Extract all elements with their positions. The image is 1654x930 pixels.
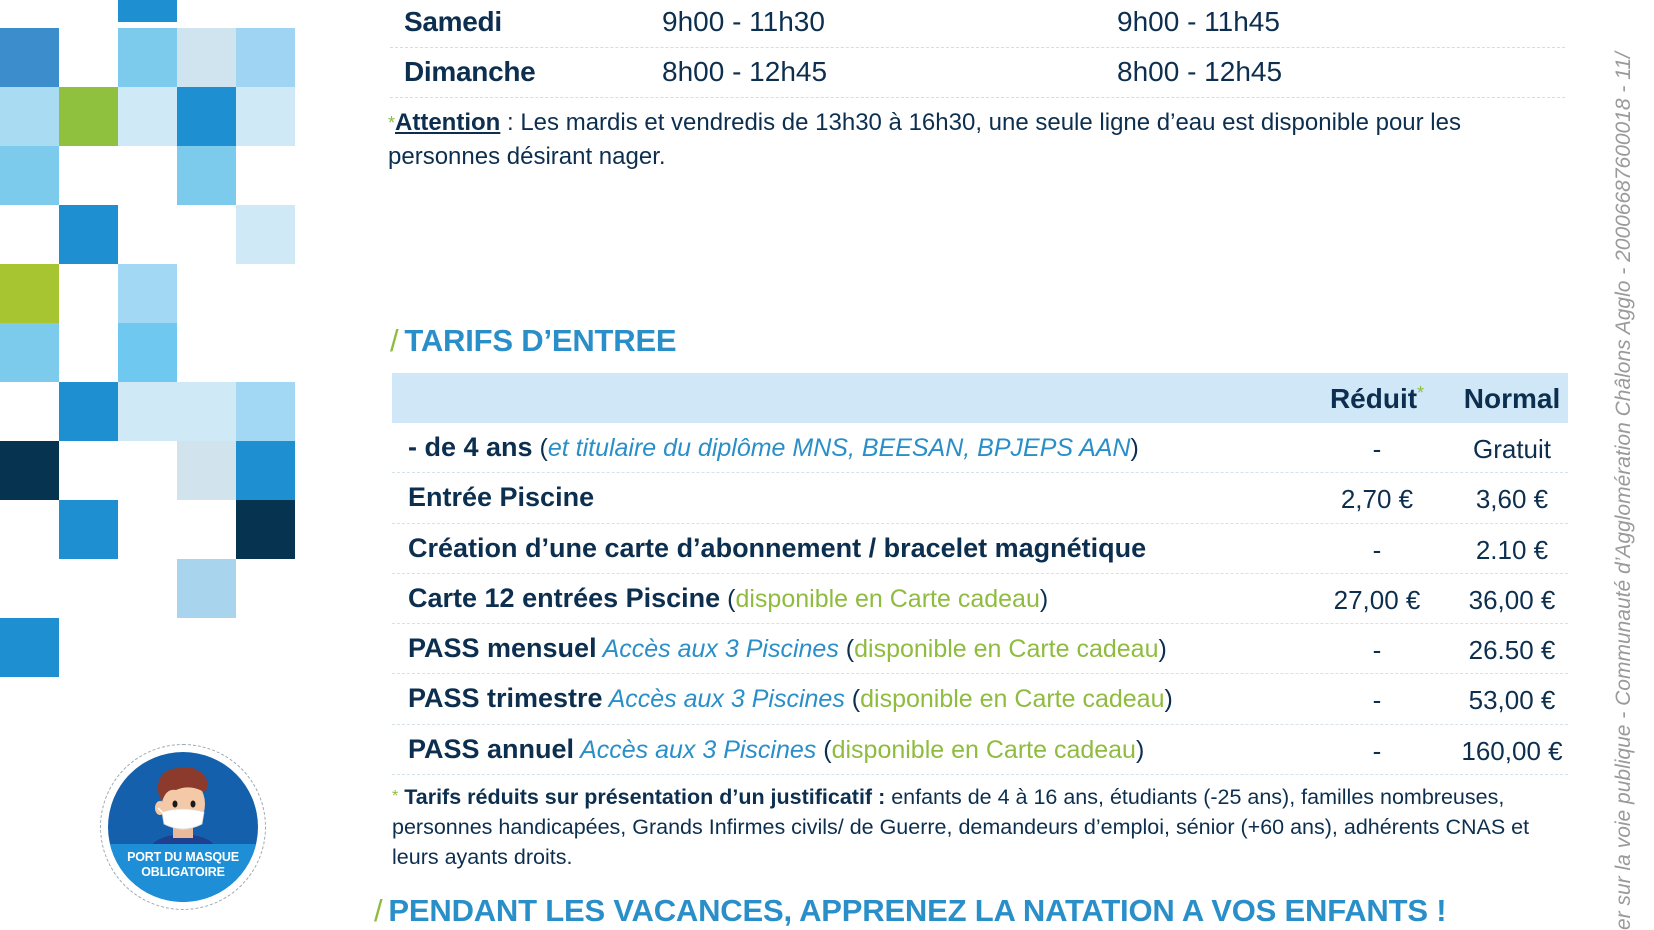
mosaic-cell xyxy=(59,500,118,559)
item-name: PASS mensuel xyxy=(408,633,597,664)
mosaic-cell xyxy=(118,264,177,323)
item-name: PASS trimestre xyxy=(408,683,603,714)
tarifs-footnote xyxy=(392,782,1572,872)
price-normal: 36,00 € xyxy=(1468,584,1556,615)
attention-label: Attention xyxy=(395,109,501,136)
price-row xyxy=(392,725,1568,775)
price-normal: 53,00 € xyxy=(1468,685,1556,716)
mosaic-cell xyxy=(0,323,59,382)
asterisk: * xyxy=(392,788,399,805)
mosaic-cell xyxy=(236,500,295,559)
mosaic-cell xyxy=(0,28,59,87)
schedule-table xyxy=(390,0,1565,98)
mosaic-cell xyxy=(0,146,59,205)
item-name: Création d’une carte d’abonnement / bracelet magnétique xyxy=(408,532,1147,563)
price-row-label xyxy=(408,533,1146,564)
gift-card-note: disponible en Carte cadeau xyxy=(735,584,1040,613)
mosaic-cell xyxy=(177,28,236,87)
item-access-note: Accès aux 3 Piscines xyxy=(596,635,839,664)
title-slash: / xyxy=(390,323,399,358)
mosaic-cell xyxy=(177,87,236,146)
attention-note xyxy=(388,106,1578,174)
paren-close: ) xyxy=(1135,735,1145,764)
price-reduit: - xyxy=(1372,534,1382,565)
badge-text xyxy=(108,850,258,880)
price-row-label xyxy=(408,583,1048,614)
paren-close: ) xyxy=(1158,635,1167,664)
gift-card-note: disponible en Carte cadeau xyxy=(860,685,1165,714)
mosaic-cell xyxy=(0,618,59,677)
reduit-label: Réduit xyxy=(1329,383,1418,414)
paren-close: ) xyxy=(1039,584,1049,613)
price-row xyxy=(392,574,1568,624)
paren-open: ( xyxy=(720,584,736,613)
mosaic-cell xyxy=(59,87,118,146)
price-table-header xyxy=(392,373,1568,423)
mosaic-cell xyxy=(177,382,236,441)
mosaic-cell xyxy=(177,559,236,618)
mosaic-cell xyxy=(177,441,236,500)
schedule-time-2: 8h00 - 12h45 xyxy=(1117,56,1283,87)
title-slash: / xyxy=(374,893,383,928)
mosaic-cell xyxy=(0,441,59,500)
schedule-row-dimanche xyxy=(390,48,1565,98)
column-header-reduit xyxy=(1312,383,1442,415)
schedule-time-2: 9h00 - 11h45 xyxy=(1117,6,1280,37)
price-row xyxy=(392,674,1568,724)
mosaic-cell xyxy=(0,264,59,323)
attention-text: : Les mardis et vendredis de 13h30 à 16h30, une seule ligne d’eau est disponible pour les personnes désirant nager. xyxy=(388,109,1461,170)
price-row xyxy=(392,624,1568,674)
price-reduit: - xyxy=(1372,735,1382,766)
price-normal: 26.50 € xyxy=(1468,635,1556,666)
vacances-title-text: PENDANT LES VACANCES, APPRENEZ LA NATATION A VOS ENFANTS ! xyxy=(388,893,1447,928)
price-reduit: 27,00 € xyxy=(1333,584,1421,615)
gift-card-note: disponible en Carte cadeau xyxy=(831,735,1136,764)
mosaic-cell xyxy=(118,87,177,146)
mosaic-cell xyxy=(236,382,295,441)
item-access-note: Accès aux 3 Piscines xyxy=(602,685,845,714)
schedule-day: Samedi xyxy=(404,6,502,37)
column-header-normal: Normal xyxy=(1463,383,1561,414)
price-reduit: 2,70 € xyxy=(1340,484,1414,515)
item-qualifier: et titulaire du diplôme MNS, BEESAN, BPJEPS AAN xyxy=(547,434,1131,462)
price-normal: 3,60 € xyxy=(1475,484,1549,515)
mosaic-cell xyxy=(236,87,295,146)
paren-close: ) xyxy=(1130,434,1139,462)
mosaic-cell xyxy=(177,146,236,205)
price-reduit: - xyxy=(1372,685,1382,716)
mosaic-cell xyxy=(59,382,118,441)
paren-open: ( xyxy=(532,434,548,462)
badge-line-1: PORT DU MASQUE xyxy=(127,850,239,864)
tarifs-section-title xyxy=(390,323,676,359)
badge-line-2: OBLIGATOIRE xyxy=(141,865,225,879)
paren-open: ( xyxy=(838,635,855,664)
price-row xyxy=(392,524,1568,574)
price-reduit: - xyxy=(1372,434,1382,464)
schedule-time-1: 9h00 - 11h30 xyxy=(662,6,825,37)
item-access-note: Accès aux 3 Piscines xyxy=(574,735,817,764)
footnote-bold: Tarifs réduits sur présentation d’un justificatif : xyxy=(398,785,886,809)
tarifs-title-text: TARIFS D’ENTREE xyxy=(404,323,677,358)
vertical-side-text: er sur la voie publique - Communauté d’Agglomération Châlons Agglo - 20006687600018 - 11/ xyxy=(1612,52,1635,930)
item-name: Carte 12 entrées Piscine xyxy=(408,582,721,613)
price-reduit: - xyxy=(1372,635,1382,666)
mosaic-cell xyxy=(236,441,295,500)
item-name: PASS annuel xyxy=(408,733,575,764)
masked-person-icon xyxy=(140,762,226,854)
price-row-label xyxy=(408,432,1139,463)
vacances-section-title xyxy=(374,893,1446,929)
price-row-label xyxy=(408,633,1167,664)
paren-open: ( xyxy=(816,735,832,764)
price-table xyxy=(392,373,1568,775)
mosaic-cell xyxy=(236,205,295,264)
schedule-row-samedi xyxy=(390,0,1565,48)
price-row xyxy=(392,423,1568,473)
asterisk: * xyxy=(388,113,396,133)
item-name: - de 4 ans xyxy=(408,432,533,462)
price-row xyxy=(392,473,1568,523)
mosaic-cell xyxy=(118,323,177,382)
price-row-label xyxy=(408,683,1173,714)
paren-open: ( xyxy=(844,685,861,714)
mosaic-cell xyxy=(0,87,59,146)
price-row-label xyxy=(408,734,1144,765)
mask-mandatory-badge xyxy=(100,744,266,910)
price-normal: Gratuit xyxy=(1472,434,1552,464)
item-name: Entrée Piscine xyxy=(408,482,595,513)
gift-card-note: disponible en Carte cadeau xyxy=(854,635,1159,664)
mosaic-cell xyxy=(118,382,177,441)
paren-close: ) xyxy=(1164,685,1173,714)
price-normal: 160,00 € xyxy=(1461,735,1563,766)
mosaic-cell xyxy=(59,205,118,264)
mosaic-cell xyxy=(118,28,177,87)
mosaic-cell xyxy=(118,0,177,22)
asterisk: * xyxy=(1417,383,1425,403)
mosaic-cell xyxy=(236,28,295,87)
decorative-mosaic xyxy=(0,0,300,700)
price-normal: 2.10 € xyxy=(1475,534,1549,565)
badge-circle xyxy=(108,752,258,902)
price-row-label xyxy=(408,482,594,513)
schedule-day: Dimanche xyxy=(404,56,536,87)
footnote-text: enfants de 4 à 16 ans, étudiants (-25 ans), familles nombreuses, personnes handicapées, Grands Infirmes civils/ de Guerre, demandeurs d’emploi, sénior (+60 ans), adhérents CNAS et leurs ayants droits. xyxy=(392,785,1530,869)
schedule-time-1: 8h00 - 12h45 xyxy=(662,56,828,87)
